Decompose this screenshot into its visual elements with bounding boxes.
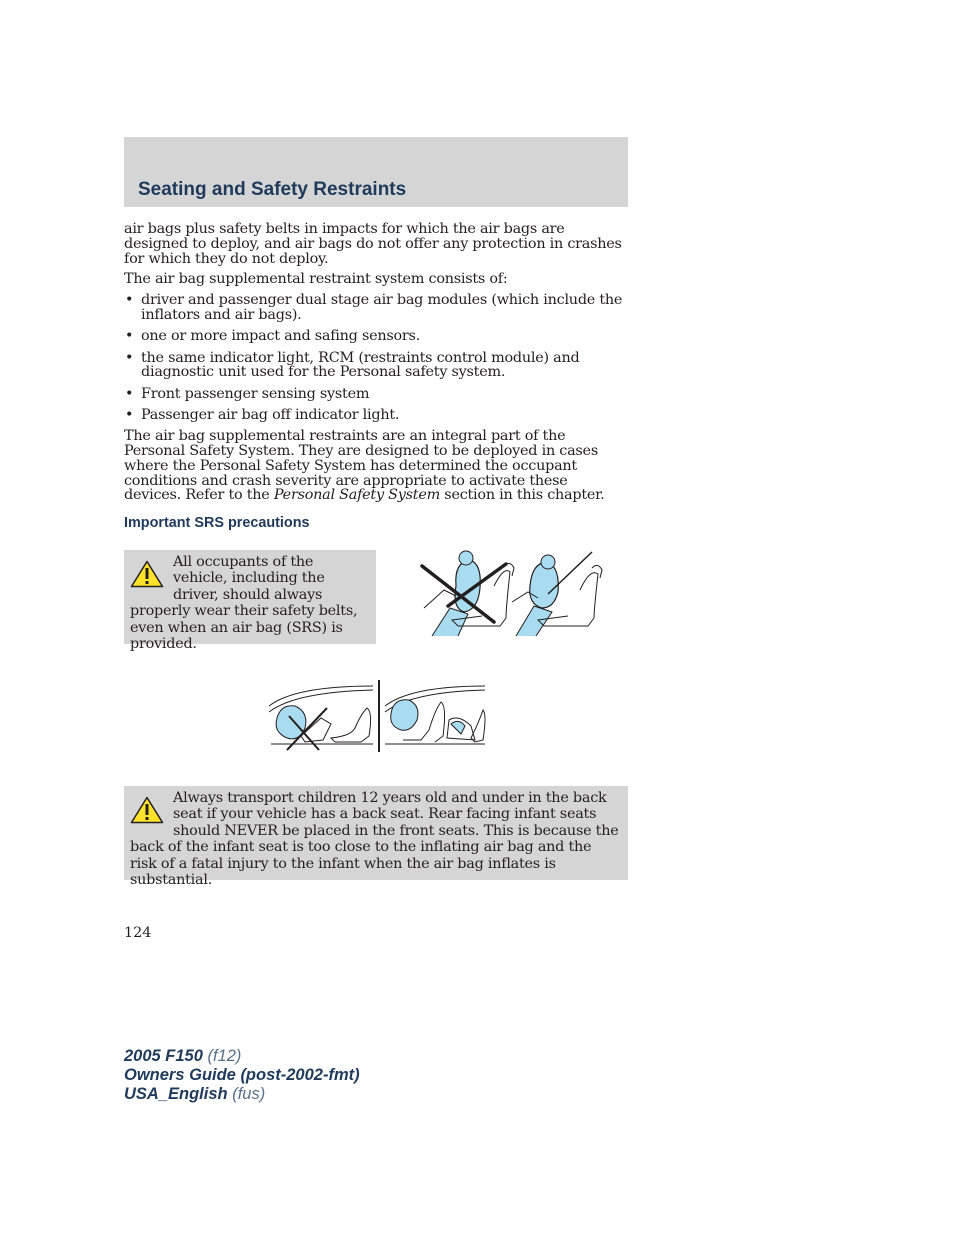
warning-box-children [124,786,628,889]
components-lead: The air bag supplemental restraint system consists of: [124,271,508,288]
warning-box-occupants [124,550,376,653]
main-text [124,222,624,531]
components-list [124,293,624,423]
warning-triangle-icon [130,796,164,824]
list-item: • Front passenger sensing system [125,385,370,402]
section-header-band [124,137,628,207]
document-footer: 2005 F150 (f12) Owners Guide (post-2002-fmt) USA_English (fus) [124,1047,360,1103]
page-number: 124 [124,925,152,941]
integral-paragraph: The air bag supplemental restraints are an integral part of the Personal Safety System. They are designed to be deployed in cases where the Personal Safety System has determined the occupant conditions and crash severity are appropriate to activate these devices. Refer to the Personal Safety System section in this chapter. [124,428,605,504]
list-item: • driver and passenger dual stage air bag modules (which include the inflators and air bags). [125,292,623,323]
intro-paragraph: air bags plus safety belts in impacts for which the air bags are designed to deploy, and air bags do not offer any protection in crashes for which they do not deploy. [124,221,622,267]
child-seat-illustration [265,678,489,752]
warning-triangle-icon [130,560,164,588]
list-item: • one or more impact and safing sensors. [125,328,421,345]
list-item: • the same indicator light, RCM (restraints control module) and diagnostic unit used for the Personal safety system. [125,349,580,381]
list-item: • Passenger air bag off indicator light. [125,406,400,423]
airbag-belt-illustration [408,546,608,640]
precautions-heading: Important SRS precautions [124,515,310,532]
cross-reference: Personal Safety System [273,487,440,504]
warning-text: Always transport children 12 years old and under in the back seat if your vehicle has a back seat. Rear facing infant seats should NEVER be placed in the front seats. This is because the back of the infant seat is too close to the inflating air bag and the risk of a fatal injury to the infant when the air bag inflates is substantial. [130,790,619,889]
section-title: Seating and Safety Restraints [138,179,407,200]
warning-text: All occupants of the vehicle, including the driver, should always properly wear their safety belts, even when an air bag (SRS) is provided. [130,554,358,653]
